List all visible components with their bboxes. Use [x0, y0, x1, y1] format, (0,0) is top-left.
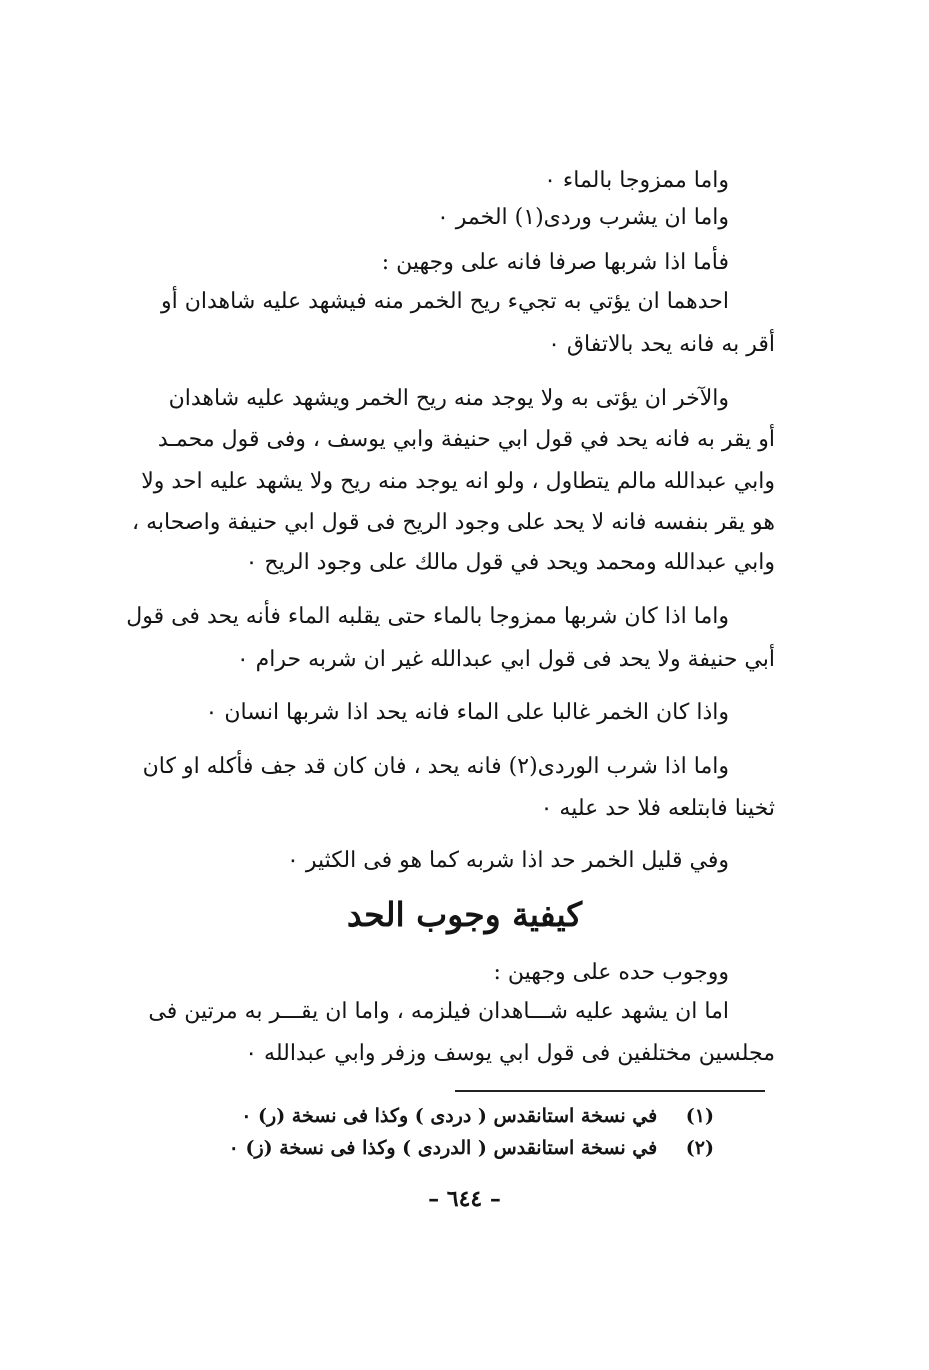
text-line: احدهما ان يؤتي به تجيء ريح الخمر منه فيشهد عليه شاهدان أو	[161, 289, 729, 314]
text-line: واذا كان الخمر غالبا على الماء فانه يحد اذا شربها انسان ٠	[205, 700, 729, 725]
text-line: أبي حنيفة ولا يحد فى قول ابي عبدالله غير ان شربه حرام ٠	[236, 647, 775, 672]
text-line: فأما اذا شربها صرفا فانه على وجهين :	[381, 250, 729, 275]
text-line: أو يقر به فانه يحد في قول ابي حنيفة وابي يوسف ، وفى قول محمـد	[157, 427, 775, 452]
text-line: ووجوب حده على وجهين :	[493, 960, 729, 985]
footnote-number: (١)	[685, 1105, 714, 1127]
text-line: ثخينا فابتلعه فلا حد عليه ٠	[540, 796, 775, 821]
text-line: مجلسين مختلفين فى قول ابي يوسف وزفر وابي عبدالله ٠	[245, 1041, 775, 1066]
footnote	[241, 1102, 714, 1130]
footnote	[229, 1134, 714, 1162]
text-line: واما اذا شرب الوردى(٢) فانه يحد ، فان كان قد جف فأكله او كان	[142, 754, 729, 779]
page-number: – ٦٤٤ –	[428, 1186, 501, 1212]
text-line: وفي قليل الخمر حد اذا شربه كما هو فى الكثير ٠	[287, 848, 729, 873]
text-line: والآخر ان يؤتى به ولا يوجد منه ريح الخمر ويشهد عليه شاهدان	[168, 386, 729, 411]
text-line: واما اذا كان شربها ممزوجا بالماء حتى يقلبه الماء فأنه يحد فى قول	[126, 604, 729, 629]
footnote-text: في نسخة استانقدس ( دردى ) وكذا فى نسخة (ر) ٠	[241, 1105, 658, 1127]
footnote-separator	[455, 1090, 765, 1092]
section-heading: كيفية وجوب الحد	[346, 895, 583, 934]
text-line: هو يقر بنفسه فانه لا يحد على وجود الريح فى قول ابي حنيفة واصحابه ،	[132, 510, 775, 535]
footnote-number: (٢)	[685, 1137, 714, 1159]
footnote-text: في نسخة استانقدس ( الدردى ) وكذا فى نسخة (ز) ٠	[228, 1137, 658, 1159]
text-line: أقر به فانه يحد بالاتفاق ٠	[548, 332, 775, 357]
text-line: واما ان يشرب وردى(١) الخمر ٠	[436, 205, 729, 230]
text-line: واما ممزوجا بالماء ٠	[544, 168, 729, 193]
text-line: وابي عبدالله مالم يتطاول ، ولو انه يوجد منه ريح ولا يشهد عليه احد ولا	[141, 469, 775, 494]
text-line: وابي عبدالله ومحمد ويحد في قول مالك على وجود الريح ٠	[245, 550, 775, 575]
text-line: اما ان يشهد عليه شـــاهدان فيلزمه ، واما ان يقـــر به مرتين فى	[148, 999, 729, 1024]
